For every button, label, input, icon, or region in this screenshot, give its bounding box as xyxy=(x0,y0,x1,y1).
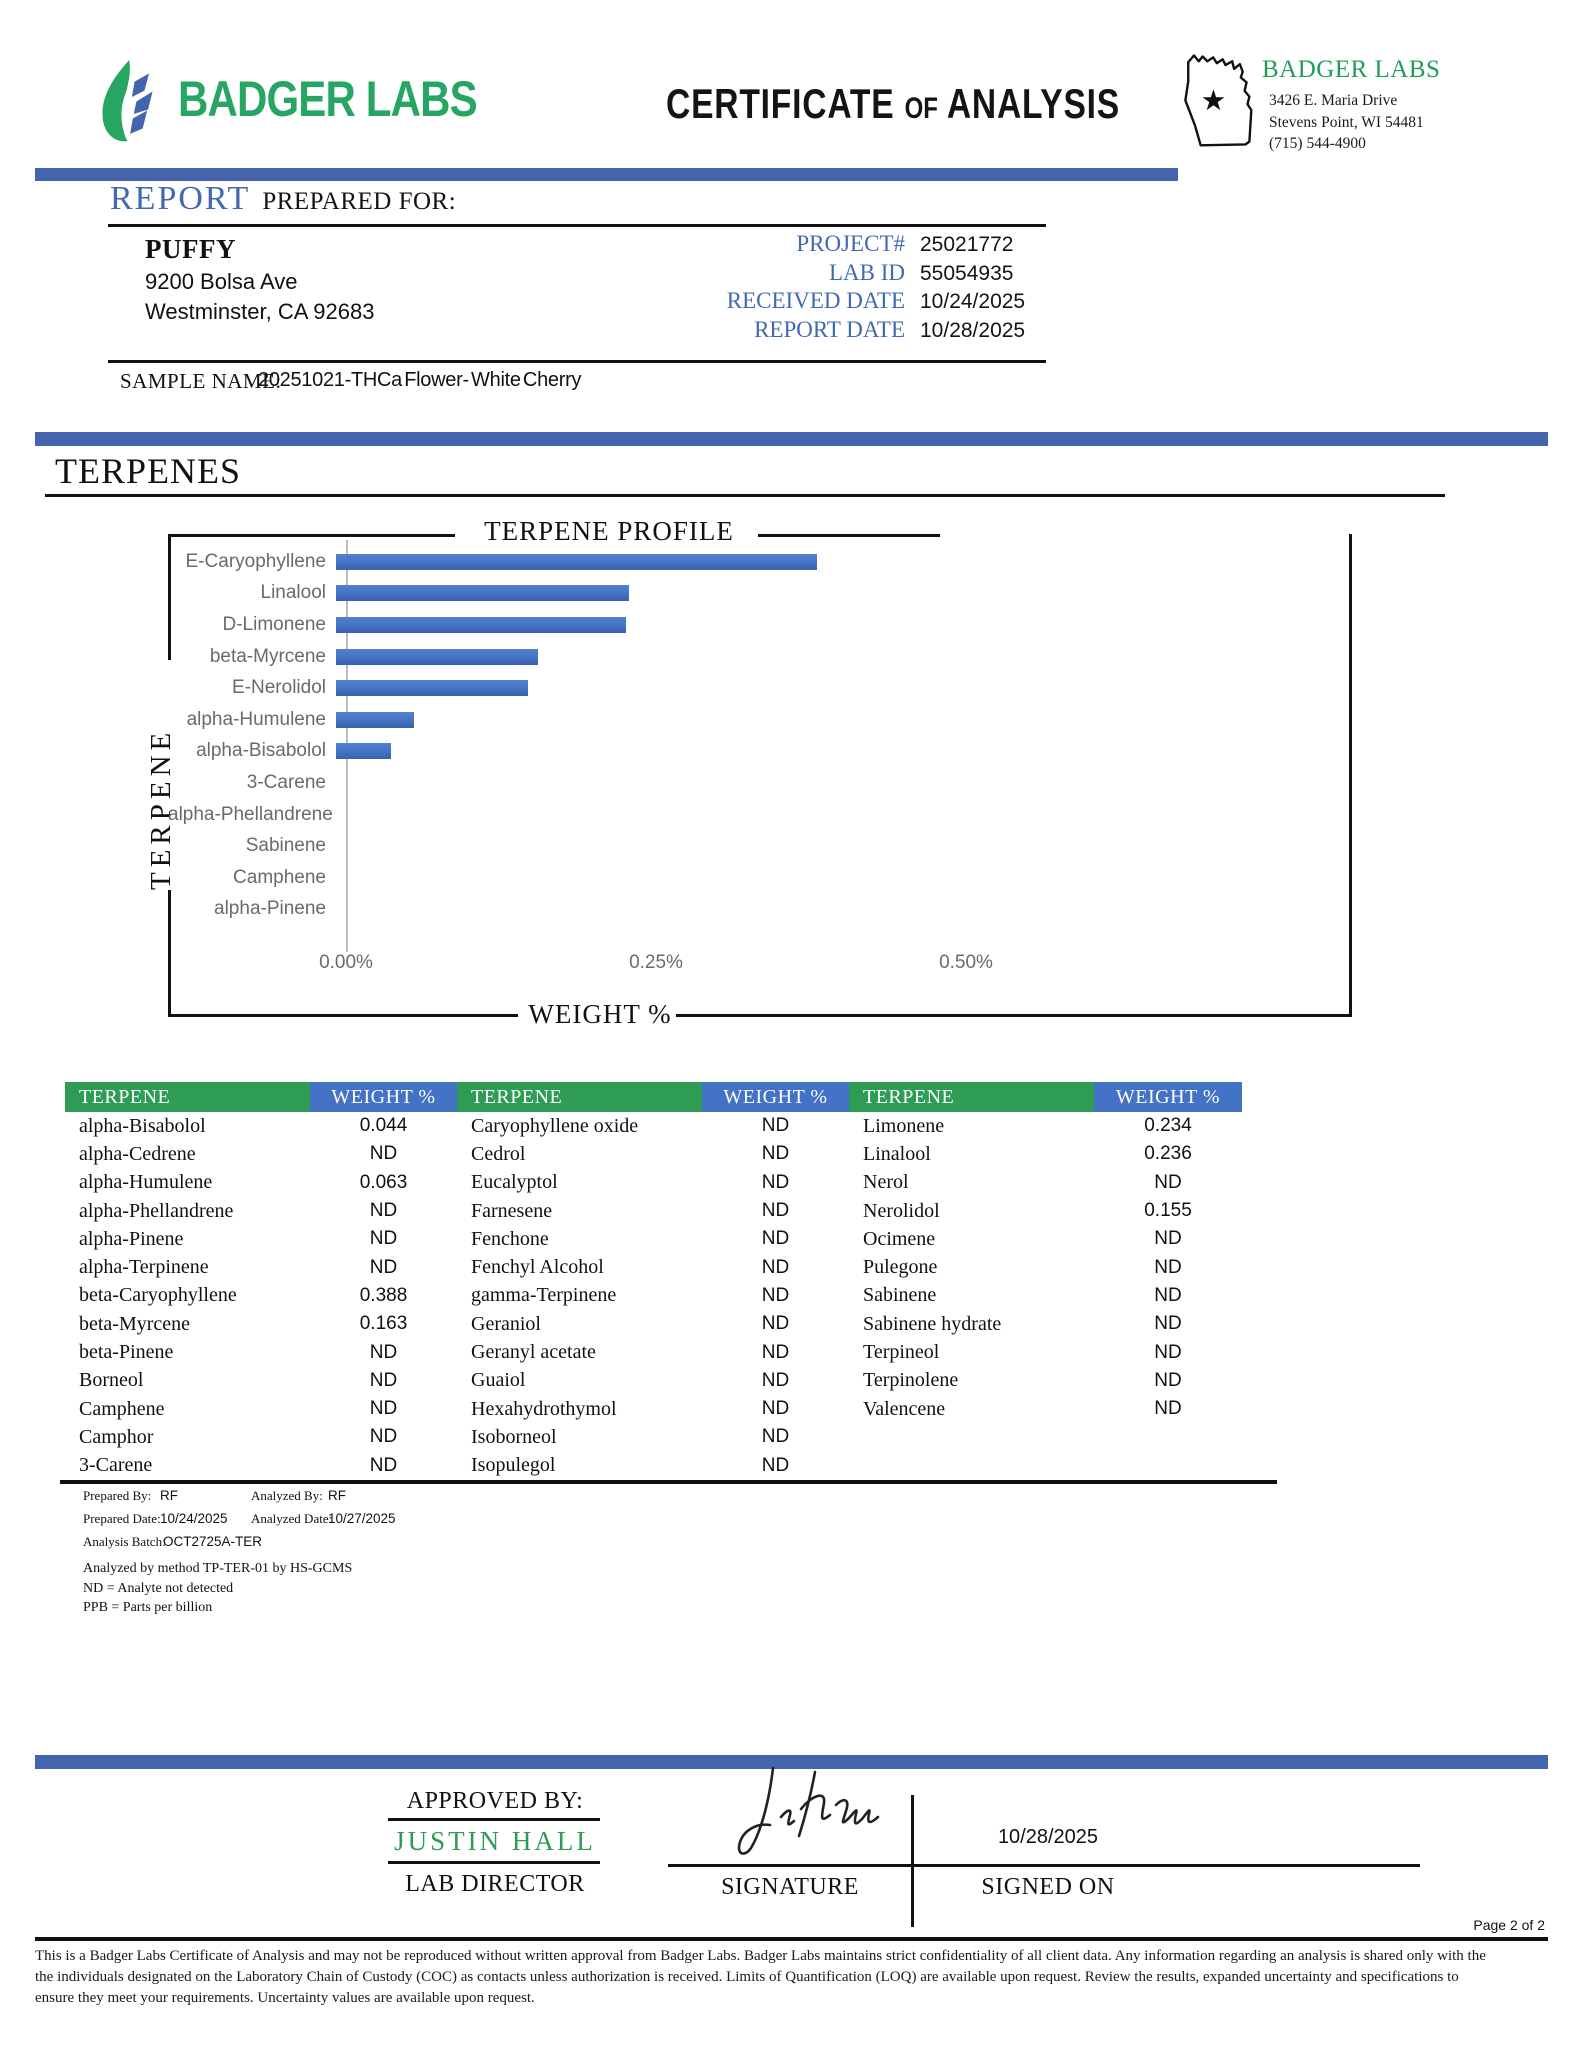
terpene-name-cell: Terpineol xyxy=(863,1341,940,1364)
chart-x-tick-label: 0.50% xyxy=(939,952,993,973)
star-icon: ★ xyxy=(1200,82,1227,117)
terpene-value-cell: ND xyxy=(1154,1256,1182,1278)
terpene-value-cell: ND xyxy=(761,1256,790,1278)
terpene-name-cell: Farnesene xyxy=(471,1199,553,1222)
weight-column-header: WEIGHT % xyxy=(702,1082,849,1112)
terpene-column-header: TERPENE xyxy=(457,1082,702,1112)
terpene-value-cell: ND xyxy=(1154,1171,1182,1193)
lab-address-line: 3426 E. Maria Drive xyxy=(1269,92,1398,109)
title-word-certificate: CERTIFICATE xyxy=(666,80,895,127)
prepared-by-row xyxy=(83,1488,683,1511)
chart-bar xyxy=(336,617,626,633)
analyzed-date-label: Analyzed Date: xyxy=(251,1511,333,1526)
terpene-name-cell: Isoborneol xyxy=(471,1425,557,1448)
terpene-name-cell: Guaiol xyxy=(471,1369,526,1392)
terpene-value-cell xyxy=(1094,1423,1242,1451)
terpenes-title-rule xyxy=(45,494,1445,497)
report-date-value: 10/28/2025 xyxy=(920,318,1026,342)
terpene-value-cell: ND xyxy=(761,1284,790,1306)
chart-category-label: 3-Carene xyxy=(246,771,326,793)
terpene-value-cell: 0.234 xyxy=(1144,1115,1192,1137)
report-field-values xyxy=(920,231,1025,345)
terpene-name-cell: beta-Caryophyllene xyxy=(79,1284,237,1307)
terpene-table-body xyxy=(65,1112,1242,1480)
terpene-name-cell: alpha-Pinene xyxy=(79,1227,184,1250)
chart-category-label: Sabinene xyxy=(245,835,326,857)
analysis-batch-value: OCT2725A-TER xyxy=(163,1534,263,1549)
weight-column-header: WEIGHT % xyxy=(1094,1082,1242,1112)
chart-bar-row xyxy=(168,767,1352,799)
prepared-date-label: Prepared Date: xyxy=(83,1511,161,1526)
terpene-name-cell: Ocimene xyxy=(863,1227,936,1250)
signature-label: SIGNATURE xyxy=(721,1874,859,1900)
chart-bar-row xyxy=(168,799,1352,831)
ppb-note: PPB = Parts per billion xyxy=(83,1600,213,1615)
report-label: REPORT xyxy=(110,180,251,217)
chart-bar xyxy=(336,585,629,601)
prepared-for-label: PREPARED FOR: xyxy=(262,188,457,215)
chart-category-label: alpha-Pinene xyxy=(214,898,326,920)
terpene-results-table xyxy=(65,1082,1242,1480)
terpene-value-cell: ND xyxy=(761,1426,790,1448)
received-date-value: 10/24/2025 xyxy=(920,290,1026,313)
terpene-value-cell: 0.236 xyxy=(1144,1143,1192,1165)
terpene-name-cell: alpha-Phellandrene xyxy=(79,1199,234,1222)
terpene-name-cell: Borneol xyxy=(79,1369,144,1392)
chart-category-label: Linalool xyxy=(260,582,326,604)
terpene-value-cell: ND xyxy=(369,1398,398,1420)
method-note: Analyzed by method TP-TER-01 by HS-GCMS xyxy=(83,1561,353,1576)
chart-title: TERPENE PROFILE xyxy=(484,516,734,546)
terpene-value-cell: ND xyxy=(761,1228,790,1250)
terpenes-section-title: TERPENES xyxy=(55,451,242,491)
page-number: Page 2 of 2 xyxy=(1473,1917,1545,1933)
terpene-name-cell: Cedrol xyxy=(471,1142,526,1165)
terpene-value-cell: ND xyxy=(369,1143,398,1165)
nd-note: ND = Analyte not detected xyxy=(83,1581,234,1596)
approved-by-label: APPROVED BY: xyxy=(406,1788,584,1814)
chart-axis-tick xyxy=(346,944,348,952)
chart-bar-row xyxy=(168,546,1352,578)
chart-category-label: alpha-Bisabolol xyxy=(196,740,326,762)
terpene-name-cell: beta-Myrcene xyxy=(79,1312,191,1335)
report-date-label: REPORT DATE xyxy=(754,316,905,342)
terpene-value-cell: ND xyxy=(761,1398,790,1420)
chart-bar-row xyxy=(168,830,1352,862)
lab-address-line: (715) 544-4900 xyxy=(1269,135,1366,152)
terpene-name-cell: alpha-Terpinene xyxy=(79,1256,209,1279)
terpene-value-cell: ND xyxy=(369,1454,398,1476)
terpene-value-cell: ND xyxy=(369,1228,398,1250)
footer-disclaimer xyxy=(35,1946,1548,2009)
terpene-value-cell: ND xyxy=(761,1200,790,1222)
terpene-name-cell: Hexahydrothymol xyxy=(471,1397,617,1420)
terpene-column-header: TERPENE xyxy=(65,1082,310,1112)
report-heading-rule xyxy=(108,224,1046,227)
project-number-value: 25021772 xyxy=(920,233,1014,256)
terpene-value-cell: ND xyxy=(369,1369,398,1391)
title-word-of: OF xyxy=(904,92,938,125)
method-note-row xyxy=(83,1561,683,1581)
terpene-name-cell: Caryophyllene oxide xyxy=(471,1114,639,1137)
ppb-note-row xyxy=(83,1600,683,1619)
terpene-name-cell: beta-Pinene xyxy=(79,1341,174,1364)
terpene-name-cell: Eucalyptol xyxy=(471,1171,558,1194)
chart-border-bottom-right xyxy=(676,1014,1352,1017)
nd-note-row xyxy=(83,1581,683,1600)
analyzed-date-value: 10/27/2025 xyxy=(328,1511,396,1526)
chart-x-tick-label: 0.00% xyxy=(319,952,373,973)
terpene-name-cell: Geranyl acetate xyxy=(471,1341,596,1364)
report-field-labels xyxy=(605,230,905,344)
sample-name-value: 20251021-THCa Flower- White Cherry xyxy=(258,369,582,391)
title-word-analysis: ANALYSIS xyxy=(946,80,1121,127)
badger-labs-logo-wordmark: BADGER LABS xyxy=(178,71,477,127)
terpene-name-cell: Camphene xyxy=(79,1397,165,1420)
terpene-value-cell: ND xyxy=(1154,1369,1182,1391)
lab-id-label: LAB ID xyxy=(828,259,905,285)
chart-bar-row xyxy=(168,736,1352,768)
approver-name: JUSTIN HALL xyxy=(394,1826,596,1856)
analysis-info-block xyxy=(83,1488,683,1619)
section-divider-bar xyxy=(35,432,1548,446)
chart-y-axis-label: TERPENE xyxy=(145,727,177,890)
terpene-value-cell xyxy=(1094,1452,1242,1480)
chart-category-label: alpha-Phellandrene xyxy=(168,803,333,825)
terpene-profile-chart xyxy=(145,500,1352,1048)
terpene-value-cell: ND xyxy=(1154,1313,1182,1335)
client-name: PUFFY xyxy=(145,234,236,264)
chart-bar-row xyxy=(168,704,1352,736)
terpene-name-cell: Geraniol xyxy=(471,1312,541,1335)
weight-column-header: WEIGHT % xyxy=(310,1082,457,1112)
terpene-value-cell: ND xyxy=(1154,1284,1182,1306)
disclaimer-line: ensure they meet your requirements. Uncertainty values are available upon request. xyxy=(35,1990,535,2006)
chart-border-top-right xyxy=(758,534,940,537)
terpene-value-cell: 0.155 xyxy=(1144,1200,1192,1222)
terpene-value-cell: ND xyxy=(369,1200,398,1222)
received-date-label: RECEIVED DATE xyxy=(726,288,905,313)
analyzed-by-value: RF xyxy=(328,1488,346,1503)
terpene-name-cell: Sabinene xyxy=(863,1284,937,1307)
lab-address-line: Stevens Point, WI 54481 xyxy=(1269,113,1424,131)
chart-category-label: D-Limonene xyxy=(222,613,326,635)
chart-bar-row xyxy=(168,609,1352,641)
terpene-name-cell: Isopulegol xyxy=(471,1454,556,1477)
chart-bar-row xyxy=(168,578,1352,610)
chart-bar-row xyxy=(168,894,1352,926)
terpene-value-cell: 0.044 xyxy=(359,1115,408,1137)
wisconsin-map-icon xyxy=(1172,48,1258,150)
chart-bar xyxy=(336,554,817,570)
terpene-name-cell: Fenchone xyxy=(471,1227,549,1250)
terpene-value-cell: ND xyxy=(761,1454,790,1476)
chart-category-label: alpha-Humulene xyxy=(186,708,326,730)
terpene-value-cell: 0.063 xyxy=(359,1171,408,1193)
analysis-batch-label: Analysis Batch: xyxy=(83,1534,166,1549)
sample-name-label: SAMPLE NAME: xyxy=(120,369,282,393)
report-prepared-for-heading xyxy=(110,180,456,218)
lab-address xyxy=(1269,90,1424,155)
signature-rule xyxy=(668,1864,1420,1867)
chart-bar xyxy=(336,743,391,759)
chart-bar xyxy=(336,649,538,665)
chart-bar xyxy=(336,680,528,696)
signature-image xyxy=(695,1762,895,1862)
disclaimer-line: This is a Badger Labs Certificate of Analysis and may not be reproduced without written approval from Badger Labs. Badger Labs maintains strict confidentiality of all client data. Any information regarding an analysis is shared only with the xyxy=(35,1948,1486,1964)
terpene-value-cell: ND xyxy=(369,1426,398,1448)
prepared-by-label: Prepared By: xyxy=(83,1488,152,1503)
terpene-name-cell: 3-Carene xyxy=(79,1454,153,1477)
signature-divider xyxy=(911,1795,914,1927)
terpene-name-cell: Sabinene hydrate xyxy=(863,1312,1002,1335)
signed-on-label: SIGNED ON xyxy=(981,1874,1115,1900)
terpene-value-cell: ND xyxy=(761,1171,790,1193)
terpene-value-cell: ND xyxy=(369,1256,398,1278)
approved-by-rule-bottom xyxy=(388,1861,600,1864)
chart-category-label: beta-Myrcene xyxy=(209,645,326,667)
terpene-value-cell: ND xyxy=(1154,1398,1182,1420)
terpene-name-cell: Limonene xyxy=(863,1114,945,1137)
table-bottom-rule xyxy=(60,1480,1277,1484)
chart-bar xyxy=(336,712,414,728)
terpene-name-cell: Camphor xyxy=(79,1425,154,1448)
terpene-value-cell: ND xyxy=(761,1115,790,1137)
terpene-name-cell: Terpinolene xyxy=(863,1369,959,1392)
approver-title: LAB DIRECTOR xyxy=(405,1871,585,1897)
terpene-name-cell xyxy=(849,1423,1094,1451)
analyzed-by-label: Analyzed By: xyxy=(251,1488,323,1503)
chart-bar-row xyxy=(168,862,1352,894)
project-number-label: PROJECT# xyxy=(796,231,905,256)
terpene-name-cell: Nerolidol xyxy=(863,1199,940,1222)
terpene-name-cell: Linalool xyxy=(863,1142,931,1165)
terpene-name-cell: alpha-Humulene xyxy=(79,1171,213,1194)
terpene-name-cell: alpha-Bisabolol xyxy=(79,1114,206,1137)
terpene-value-cell: ND xyxy=(1154,1228,1182,1250)
terpene-value-cell: 0.388 xyxy=(359,1284,408,1306)
terpene-column-header: TERPENE xyxy=(849,1082,1094,1112)
terpene-name-cell: Valencene xyxy=(863,1397,946,1420)
chart-x-axis-label: WEIGHT % xyxy=(528,999,672,1029)
terpene-value-cell: ND xyxy=(1154,1341,1182,1363)
approved-by-rule-top xyxy=(388,1818,600,1821)
client-address-line: 9200 Bolsa Ave xyxy=(145,269,298,294)
chart-bar-row xyxy=(168,672,1352,704)
lab-name: BADGER LABS xyxy=(1262,56,1441,83)
lab-id-value: 55054935 xyxy=(920,261,1014,285)
chart-category-label: E-Caryophyllene xyxy=(185,550,326,572)
terpene-table-header xyxy=(65,1082,1242,1112)
terpene-value-cell: ND xyxy=(369,1341,398,1363)
terpene-name-cell: alpha-Cedrene xyxy=(79,1142,196,1165)
terpene-value-cell: ND xyxy=(761,1341,790,1363)
chart-x-tick-label: 0.25% xyxy=(629,952,683,973)
chart-category-label: Camphene xyxy=(233,866,326,888)
footer-rule xyxy=(35,1937,1548,1941)
chart-category-label: E-Nerolidol xyxy=(232,677,326,699)
badger-labs-leaf-logo-icon xyxy=(95,58,167,144)
chart-border-top-left xyxy=(168,534,455,537)
signed-date: 10/28/2025 xyxy=(997,1826,1099,1848)
dates-row xyxy=(83,1511,683,1534)
disclaimer-line: the individuals designated on the Laboratory Chain of Custody (COC) as contacts unless authorization is received. Limits of Quantification (LOQ) are available upon request. Review the results, expanded uncertainty and specifications to xyxy=(35,1969,1459,1985)
terpene-value-cell: 0.163 xyxy=(359,1313,408,1335)
terpene-value-cell: ND xyxy=(761,1369,790,1391)
chart-border-bottom-left xyxy=(168,1014,518,1017)
chart-bar-row xyxy=(168,641,1352,673)
terpene-value-cell: ND xyxy=(761,1313,790,1335)
terpene-name-cell: Nerol xyxy=(863,1171,909,1194)
chart-plot xyxy=(168,546,1352,925)
document-title xyxy=(666,80,1121,128)
terpene-name-cell: Fenchyl Alcohol xyxy=(471,1256,604,1279)
sample-name-rule xyxy=(108,360,1046,363)
batch-row xyxy=(83,1534,683,1557)
prepared-date-value: 10/24/2025 xyxy=(160,1511,228,1526)
terpene-name-cell: Pulegone xyxy=(863,1256,938,1279)
prepared-by-value: RF xyxy=(160,1488,178,1503)
client-address-line: Westminster, CA 92683 xyxy=(145,299,375,324)
terpene-name-cell xyxy=(849,1452,1094,1480)
terpene-value-cell: ND xyxy=(761,1143,790,1165)
terpene-name-cell: gamma-Terpinene xyxy=(471,1284,617,1307)
